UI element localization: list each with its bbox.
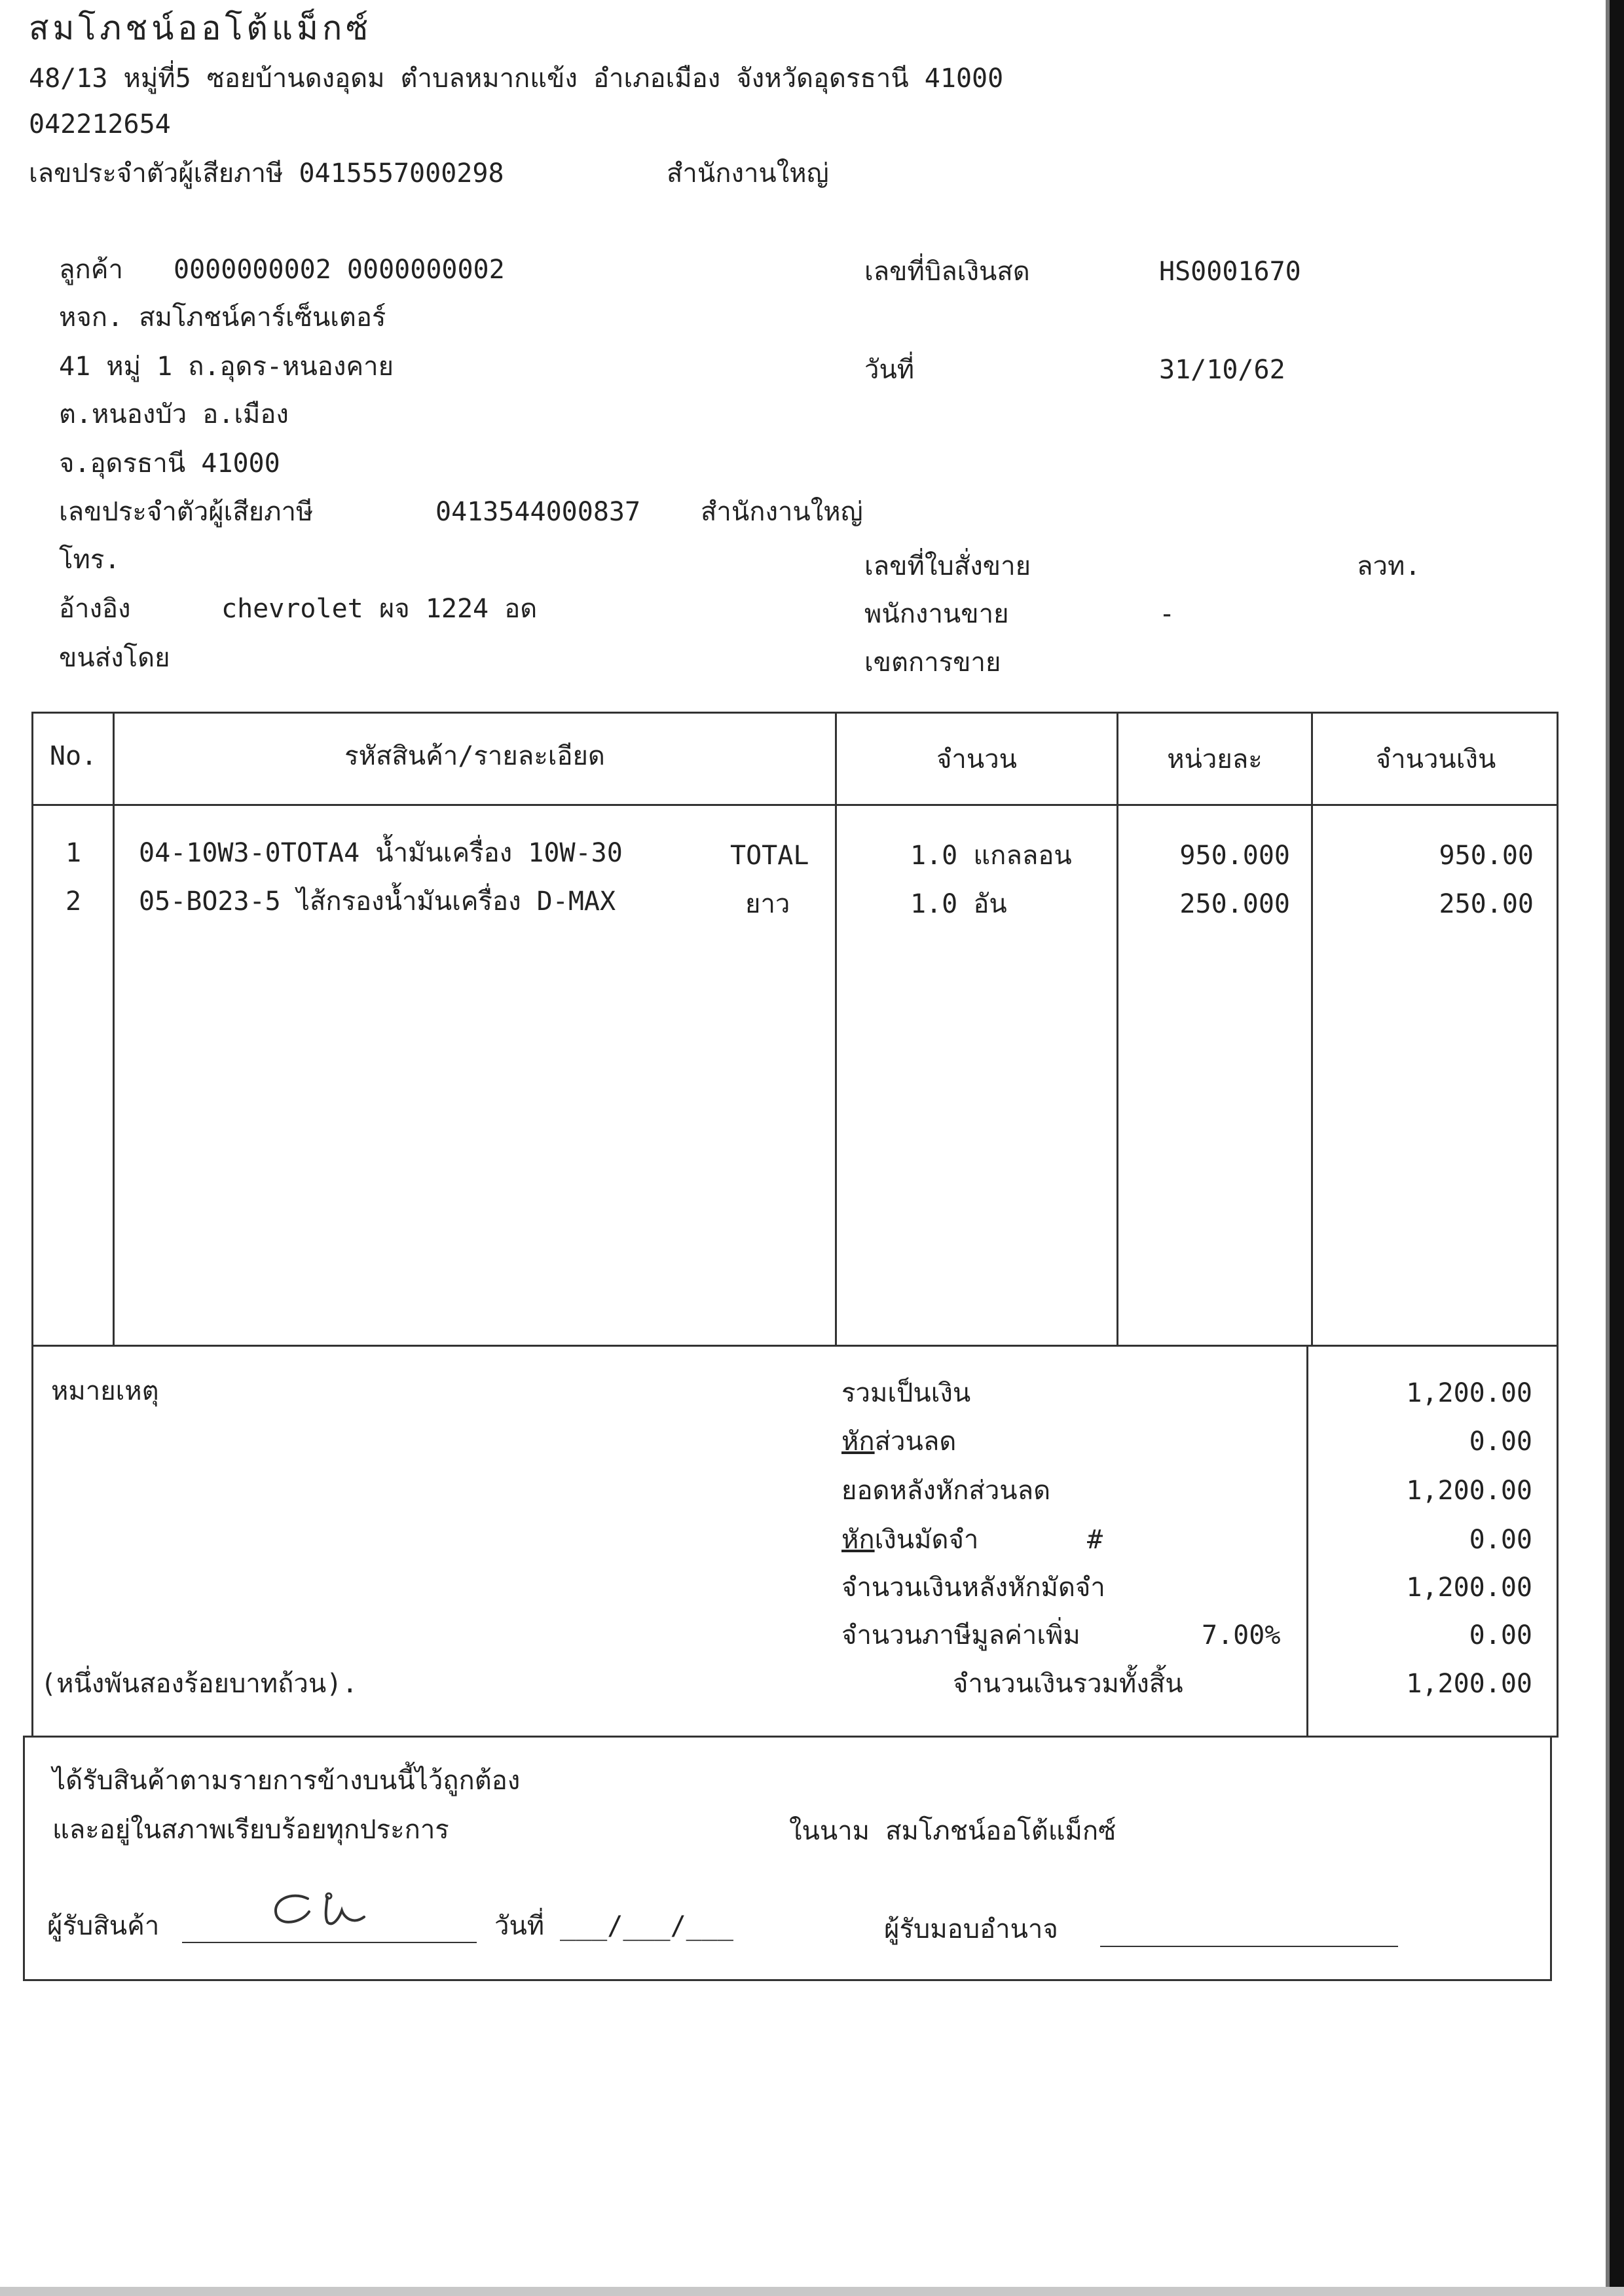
table-row-2-item: 05-BO23-5 ไส้กรองน้ำมันเครื่อง D-MAX [139,886,616,917]
deposit-prefix: หัก [841,1525,875,1555]
subtotal-value: 1,200.00 [1406,1378,1532,1408]
salesperson-label: พนักงานขาย [864,599,1009,629]
on-behalf-text: ในนาม สมโภชน์ออโต้แม็กซ์ [789,1816,1116,1846]
grand-total-value: 1,200.00 [1406,1669,1532,1699]
receiver-signature-line [182,1942,477,1943]
items-table [31,712,1559,1347]
table-row-1-qty: 1.0 แกลลอน [910,841,1072,871]
sales-area-label: เขตการขาย [864,647,1001,678]
col-header-qty: จำนวน [936,744,1018,774]
after-discount-value: 1,200.00 [1406,1476,1532,1506]
table-header-divider [31,804,1559,806]
bill-no: HS0001670 [1159,257,1301,287]
bill-no-label: เลขที่บิลเงินสด [864,257,1030,287]
discount-prefix: หัก [841,1427,875,1457]
customer-label: ลูกค้า [59,255,123,285]
remarks-label: หมายเหตุ [51,1376,159,1406]
scan-bottom-edge [0,2287,1624,2296]
table-row-2-note: ยาว [745,889,790,919]
company-name: สมโภชน์ออโต้แม็กซ์ [29,9,373,47]
deposit-value: 0.00 [1469,1525,1532,1555]
col-header-amount: จำนวนเงิน [1375,744,1496,774]
col-header-no: No. [49,741,98,771]
table-row-1-no: 1 [65,838,82,868]
company-branch: สำนักงานใหญ่ [667,158,829,189]
customer-name: หจก. สมโภชน์คาร์เซ็นเตอร์ [59,302,386,333]
vat-rate: 7.00% [1202,1620,1281,1650]
customer-codes: 0000000002 0000000002 [174,255,505,285]
discount-value: 0.00 [1469,1427,1532,1457]
vat-label: จำนวนภาษีมูลค่าเพิ่ม [841,1620,1080,1650]
company-address: 48/13 หมู่ที่5 ซอยบ้านดงอุดม ตำบลหมากแข้ง อำเภอเมือง จังหวัดอุดรธานี 41000 [29,64,1004,94]
table-row-2-qty: 1.0 อัน [910,889,1007,919]
customer-tax-id: 0413544000837 [435,497,641,527]
received-line-1: ได้รับสินค้าตามรายการข้างบนนี้ไว้ถูกต้อง [52,1766,521,1796]
salesperson-value: - [1159,599,1175,629]
reference-label: อ้างอิง [59,594,131,624]
customer-tax-label: เลขประจำตัวผู้เสียภาษี [59,497,314,527]
table-row-2-no: 2 [65,886,82,917]
invoice-date: 31/10/62 [1159,355,1285,385]
subtotal-label: รวมเป็นเงิน [841,1378,971,1408]
reference-value: chevrolet ผจ 1224 อด [221,594,538,624]
shipping-label: ขนส่งโดย [59,643,170,673]
after-deposit-value: 1,200.00 [1406,1573,1532,1603]
grand-total-label: จำนวนเงินรวมทั้งสิ้น [953,1669,1183,1699]
table-row-1-amount: 950.00 [1439,841,1534,871]
table-row-2-unit-price: 250.000 [1179,889,1290,919]
date-label: วันที่ [864,355,915,385]
after-discount-label: ยอดหลังหักส่วนลด [841,1476,1051,1506]
receiver-label: ผู้รับสินค้า [47,1911,160,1941]
customer-address-1: 41 หมู่ 1 ถ.อุดร-หนองคาย [59,352,394,382]
order-no-label: เลขที่ใบสั่งขาย [864,551,1031,581]
receive-date-label: วันที่ [494,1911,545,1941]
deposit-label: หักเงินมัดจำ [841,1525,979,1555]
received-line-2: และอยู่ในสภาพเรียบร้อยทุกประการ [52,1815,449,1845]
customer-phone-label: โทร. [59,545,120,575]
vat-value: 0.00 [1469,1620,1532,1650]
company-tax-id: เลขประจำตัวผู้เสียภาษี 0415557000298 [29,158,504,189]
authorized-signature-line [1100,1946,1398,1947]
table-row-1-note: TOTAL [730,841,809,871]
receive-date-blank: ___/___/___ [560,1911,733,1941]
receiver-signature [262,1886,386,1941]
customer-address-2: ต.หนองบัว อ.เมือง [59,399,289,429]
discount-label: หักส่วนลด [841,1427,957,1457]
company-phone: 042212654 [29,109,171,139]
after-deposit-label: จำนวนเงินหลังหักมัดจำ [841,1573,1105,1603]
table-row-2-amount: 250.00 [1439,889,1534,919]
col-header-unit-price: หน่วยละ [1167,744,1263,774]
customer-branch: สำนักงานใหญ่ [701,497,863,527]
scan-edge [1610,0,1624,2296]
table-row-1-item: 04-10W3-0TOTA4 น้ำมันเครื่อง 10W-30 [139,838,623,868]
table-row-1-unit-price: 950.000 [1179,841,1290,871]
deposit-hash: # [1087,1525,1103,1555]
amount-in-words: (หนึ่งพันสองร้อยบาทถ้วน). [41,1669,358,1699]
col-header-item: รหัสสินค้า/รายละเอียด [344,741,605,771]
order-no-value: ลวท. [1357,551,1421,581]
customer-address-3: จ.อุดรธานี 41000 [59,448,280,479]
authorized-label: ผู้รับมอบอำนาจ [884,1914,1058,1944]
